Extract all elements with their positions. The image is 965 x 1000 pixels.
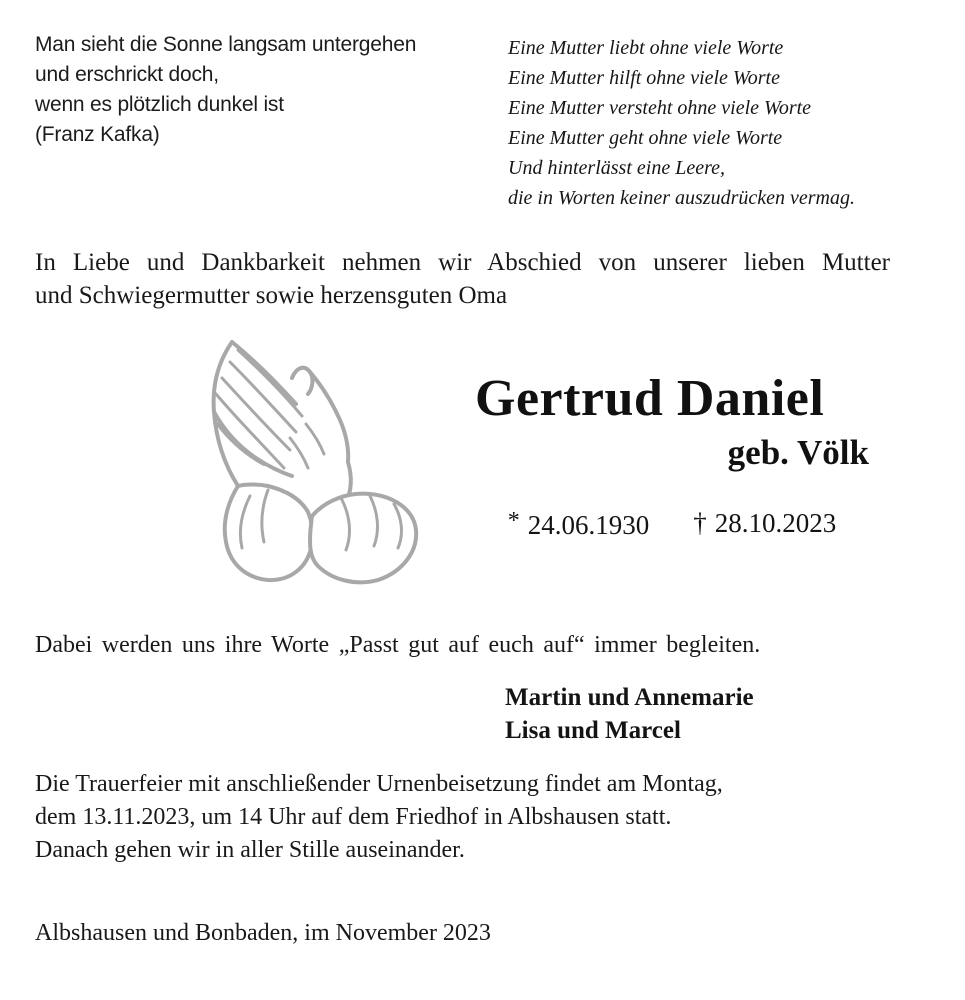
mourners-line: Martin und Annemarie (505, 684, 754, 711)
maiden-name: geb. Völk (727, 433, 869, 472)
opening-quote (35, 30, 416, 150)
death-date (693, 508, 836, 541)
closing-line: Albshausen und Bonbaden, im November 2023 (35, 920, 491, 946)
intro-line: In Liebe und Dankbarkeit nehmen wir Abschied von unserer lieben Mutter (35, 249, 890, 276)
opening-quote-attribution: (Franz Kafka) (35, 123, 160, 146)
birth-date (508, 508, 650, 541)
tribute-line: Dabei werden uns ihre Worte „Passt gut auf euch auf“ immer begleiten. (35, 632, 761, 658)
birth-symbol: * (507, 508, 520, 534)
death-cross-icon: † (693, 508, 707, 538)
birth-date-value: 24.06.1930 (527, 510, 650, 540)
mother-poem-line: Und hinterlässt eine Leere, (508, 157, 726, 179)
mother-poem-line: Eine Mutter versteht ohne viele Worte (508, 97, 812, 119)
praying-hands-icon (172, 328, 427, 603)
mother-poem-line: die in Worten keiner auszudrücken vermag. (508, 187, 855, 209)
death-date-value: 28.10.2023 (714, 508, 837, 538)
funeral-info-line: dem 13.11.2023, um 14 Uhr auf dem Friedhof in Albshausen statt. (35, 804, 672, 830)
life-dates (475, 508, 869, 541)
deceased-name: Gertrud Daniel (475, 370, 825, 427)
intro-paragraph (35, 246, 890, 312)
opening-quote-line: und erschrickt doch, (35, 63, 219, 86)
deceased-block (475, 371, 869, 541)
opening-quote-line: Man sieht die Sonne langsam untergehen (35, 33, 417, 56)
mother-poem-line: Eine Mutter geht ohne viele Worte (508, 127, 783, 149)
funeral-info (35, 768, 723, 867)
funeral-info-line: Danach gehen wir in aller Stille auseinander. (35, 837, 465, 863)
opening-quote-line: wenn es plötzlich dunkel ist (35, 93, 284, 116)
mother-poem-line: Eine Mutter hilft ohne viele Worte (508, 67, 780, 89)
mourners-list (505, 681, 754, 747)
intro-line: und Schwiegermutter sowie herzensguten Oma (35, 282, 508, 309)
funeral-info-line: Die Trauerfeier mit anschließender Urnenbeisetzung findet am Montag, (35, 771, 723, 797)
mother-poem-line: Eine Mutter liebt ohne viele Worte (508, 37, 784, 59)
mourners-line: Lisa und Marcel (505, 717, 681, 744)
mother-poem (508, 33, 855, 213)
